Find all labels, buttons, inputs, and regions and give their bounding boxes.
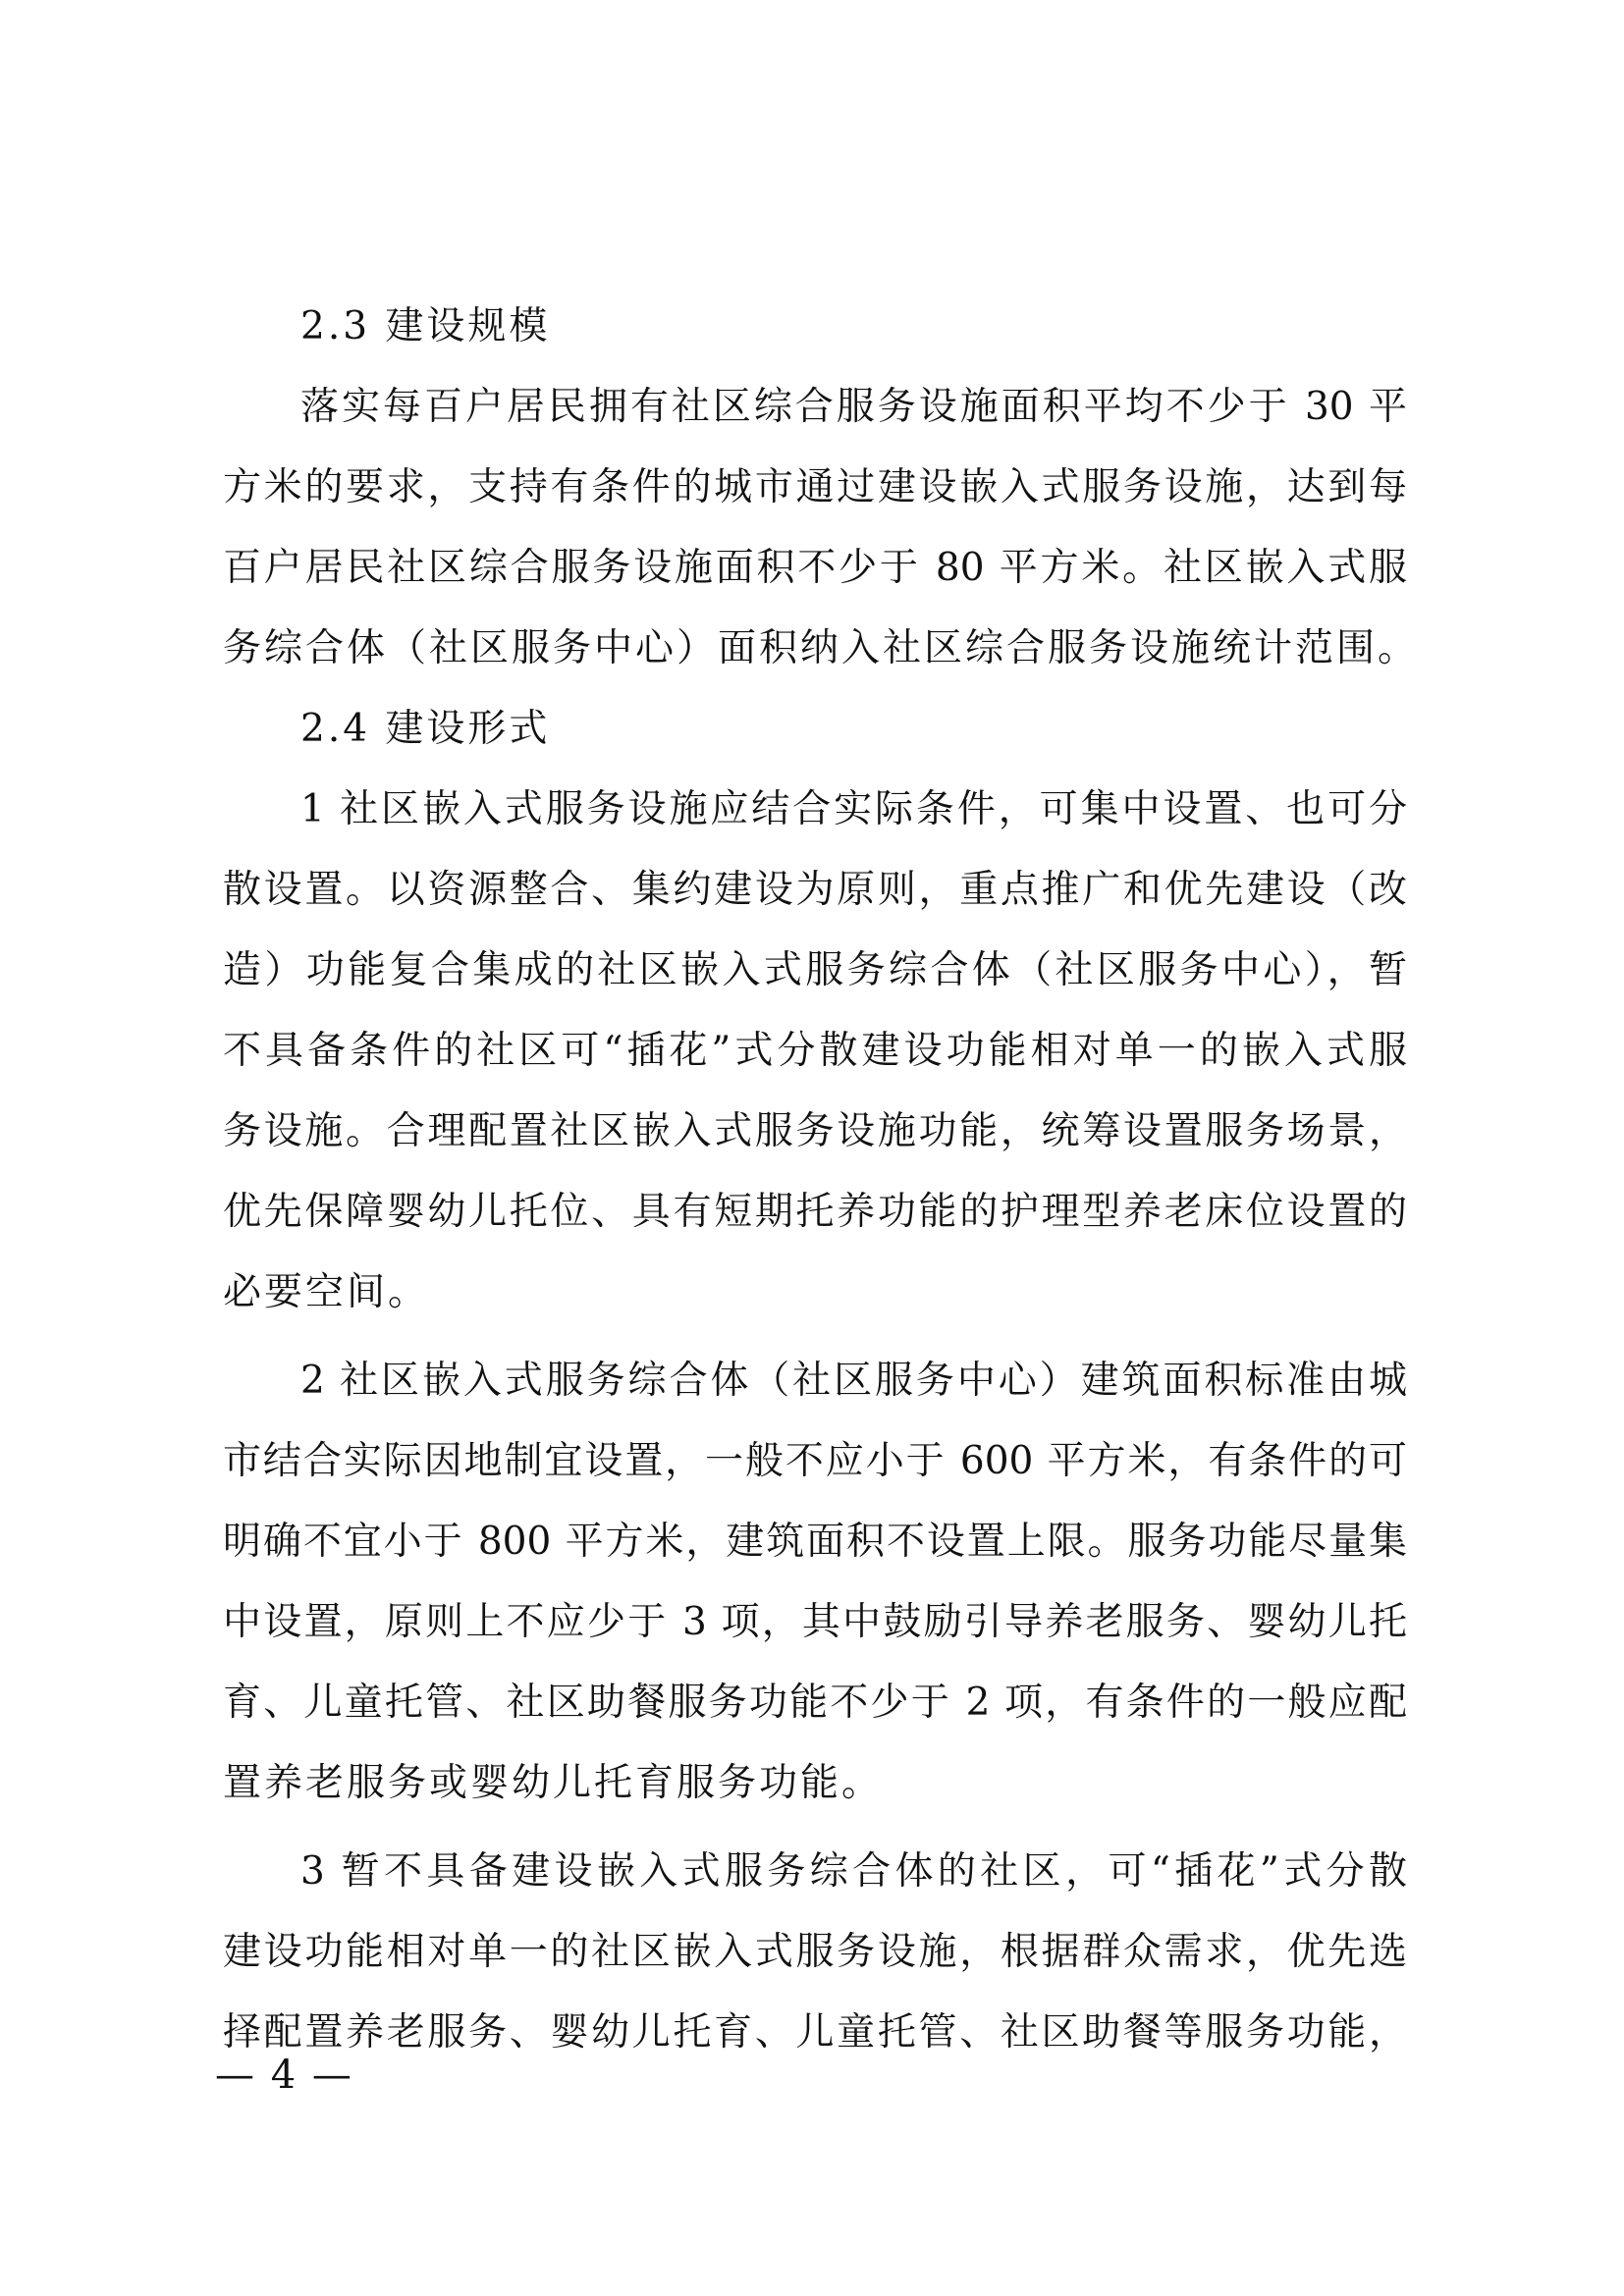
text-line: 中设置，原则上不应少于 3 项，其中鼓励引导养老服务、婴幼儿托: [223, 1600, 1407, 1644]
text-line: 方米的要求，支持有条件的城市通过建设嵌入式服务设施，达到每: [223, 465, 1407, 509]
text-line: 择配置养老服务、婴幼儿托育、儿童托管、社区助餐等服务功能，: [223, 2010, 1407, 2055]
paragraph: [223, 1832, 1407, 2073]
paragraph: [223, 770, 1407, 1333]
text-line: 3 暂不具备建设嵌入式服务综合体的社区，可“插花”式分散: [300, 1849, 1407, 1894]
text-line: 造）功能复合集成的社区嵌入式服务综合体（社区服务中心），暂: [223, 948, 1407, 992]
text-line: 2 社区嵌入式服务综合体（社区服务中心）建筑面积标准由城: [300, 1359, 1407, 1403]
text-line: 置养老服务或婴幼儿托育服务功能。: [223, 1761, 884, 1805]
text-line: 百户居民社区综合服务设施面积不少于 80 平方米。社区嵌入式服: [223, 546, 1407, 590]
text-line: 落实每百户居民拥有社区综合服务设施面积平均不少于 30 平: [300, 385, 1407, 429]
section-heading-2-3: 2.3 建设规模: [300, 304, 551, 348]
text-line: 不具备条件的社区可“插花”式分散建设功能相对单一的嵌入式服: [223, 1029, 1407, 1073]
text-line: 务综合体（社区服务中心）面积纳入社区综合服务设施统计范围。: [223, 626, 1420, 670]
text-line: 市结合实际因地制宜设置，一般不应小于 600 平方米，有条件的可: [223, 1439, 1407, 1483]
page-body: [223, 287, 1420, 2073]
text-line: 必要空间。: [223, 1270, 430, 1314]
text-line: 务设施。合理配置社区嵌入式服务设施功能，统筹设置服务场景，: [223, 1109, 1407, 1153]
paragraph: [223, 1341, 1407, 1824]
text-line: 明确不宜小于 800 平方米，建筑面积不设置上限。服务功能尽量集: [223, 1520, 1407, 1564]
text-line: 优先保障婴幼儿托位、具有短期托养功能的护理型养老床位设置的: [223, 1190, 1407, 1234]
text-line: 散设置。以资源整合、集约建设为原则，重点推广和优先建设（改: [223, 868, 1407, 912]
text-line: 1 社区嵌入式服务设施应结合实际条件，可集中设置、也可分: [300, 787, 1407, 831]
text-line: 建设功能相对单一的社区嵌入式服务设施，根据群众需求，优先选: [223, 1930, 1407, 1974]
section-heading-2-4: 2.4 建设形式: [300, 707, 551, 751]
page-number: — 4 —: [215, 2053, 353, 2098]
text-line: 育、儿童托管、社区助餐服务功能不少于 2 项，有条件的一般应配: [223, 1681, 1407, 1725]
paragraph: [223, 367, 1420, 689]
